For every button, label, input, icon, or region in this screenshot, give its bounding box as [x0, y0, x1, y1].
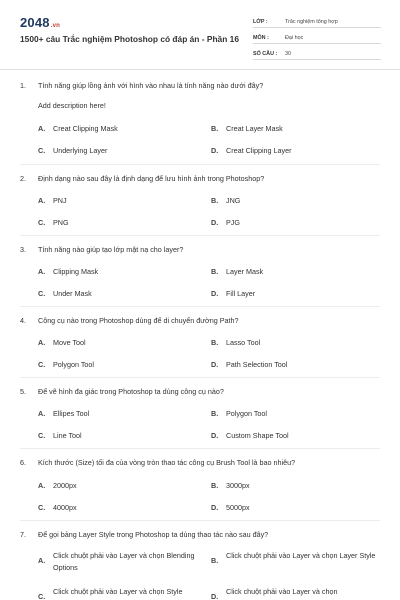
- question-number: 7.: [20, 530, 26, 539]
- meta-row-subject: [253, 30, 381, 44]
- option-letter: D.: [211, 592, 219, 600]
- question-number: 3.: [20, 245, 26, 254]
- option-letter: D.: [211, 503, 219, 512]
- question-text: Tính năng giúp lồng ảnh với hình vào nhau là tính năng nào dưới đây?: [38, 81, 264, 90]
- option-letter: B.: [211, 196, 219, 205]
- divider: [20, 377, 380, 378]
- question-text: Để gọi bảng Layer Style trong Photoshop ta dùng thao tác nào sau đây?: [38, 530, 269, 539]
- question-text: Tính năng nào giúp tạo lớp mặt nạ cho layer?: [38, 245, 184, 254]
- option-text: Layer Mask: [226, 267, 264, 276]
- option-letter: B.: [211, 409, 219, 418]
- page-header: [0, 0, 400, 70]
- meta-info: [253, 14, 381, 62]
- option-letter: D.: [211, 289, 219, 298]
- option-text: Lasso Tool: [226, 338, 261, 347]
- question-line: [20, 174, 264, 183]
- option-letter: A.: [38, 124, 46, 133]
- meta-value: Đại học: [285, 35, 304, 41]
- option-text: Click chuột phải vào Layer và chọn Style: [53, 587, 183, 596]
- option-letter: C.: [38, 503, 46, 512]
- option-letter: A.: [38, 338, 46, 347]
- option-text: Creat Clipping Mask: [53, 124, 118, 133]
- option-text: PNG: [53, 218, 69, 227]
- question-line: [20, 316, 239, 325]
- option-text: Line Tool: [53, 431, 82, 440]
- option-letter: A.: [38, 481, 46, 490]
- divider: [20, 306, 380, 307]
- option-letter: C.: [38, 146, 46, 155]
- question-line: [20, 387, 224, 396]
- option-text: Fill Layer: [226, 289, 256, 298]
- meta-label: SỐ CÂU :: [253, 51, 278, 57]
- option-text: 2000px: [53, 481, 77, 490]
- option-text: Creat Layer Mask: [226, 124, 283, 133]
- option-letter: D.: [211, 360, 219, 369]
- option-text: Click chuột phải vào Layer và chọn Layer Style: [226, 551, 376, 560]
- option-text: Creat Clipping Layer: [226, 146, 292, 155]
- option-letter: D.: [211, 431, 219, 440]
- option-text: Under Mask: [53, 289, 92, 298]
- logo-text: 2048: [20, 15, 50, 30]
- question-number: 4.: [20, 316, 26, 325]
- option-text: Custom Shape Tool: [226, 431, 289, 440]
- option-text: Ellipes Tool: [53, 409, 90, 418]
- meta-label: LỚP :: [253, 19, 268, 25]
- option-text: 5000px: [226, 503, 250, 512]
- meta-row-class: [253, 14, 381, 28]
- question-number: 5.: [20, 387, 26, 396]
- option-letter: B.: [211, 124, 219, 133]
- option-letter: C.: [38, 592, 46, 600]
- divider: [20, 235, 380, 236]
- option-letter: C.: [38, 289, 46, 298]
- option-text: Polygon Tool: [226, 409, 268, 418]
- meta-value: Trắc nghiệm tổng hợp: [285, 19, 338, 25]
- question-number: 2.: [20, 174, 26, 183]
- option-text: Underlying Layer: [53, 146, 108, 155]
- option-letter: C.: [38, 360, 46, 369]
- option-text: Click chuột phải vào Layer và chọn Blending Options: [53, 551, 195, 572]
- question-line: [20, 245, 183, 254]
- question-number: 1.: [20, 81, 26, 90]
- option-text: 4000px: [53, 503, 77, 512]
- option-text: 3000px: [226, 481, 250, 490]
- question-line: [20, 81, 263, 90]
- option-letter: A.: [38, 556, 46, 565]
- option-text: PNJ: [53, 196, 67, 205]
- question-text: Định dạng nào sau đây là định dạng để lưu hình ảnh trong Photoshop?: [38, 174, 265, 183]
- option-letter: D.: [211, 146, 219, 155]
- option-letter: A.: [38, 196, 46, 205]
- meta-row-count: [253, 46, 381, 60]
- question-text: Công cụ nào trong Photoshop dùng để di chuyển đường Path?: [38, 316, 239, 325]
- option-letter: B.: [211, 481, 219, 490]
- option-letter: D.: [211, 218, 219, 227]
- option-letter: A.: [38, 267, 46, 276]
- option-letter: A.: [38, 409, 46, 418]
- meta-value: 30: [285, 51, 291, 57]
- document-title: 1500+ câu Trắc nghiệm Photoshop có đáp án - Phần 16: [20, 34, 239, 44]
- question-text: Để vẽ hình đa giác trong Photoshop ta dùng công cụ nào?: [38, 387, 224, 396]
- divider: [20, 448, 380, 449]
- option-text: Polygon Tool: [53, 360, 95, 369]
- question-text: Kích thước (Size) tối đa của vòng tròn thao tác công cụ Brush Tool là bao nhiêu?: [38, 458, 296, 467]
- option-text: Path Selection Tool: [226, 360, 288, 369]
- option-letter: C.: [38, 431, 46, 440]
- question-description: Add description here!: [38, 101, 106, 110]
- question-number: 6.: [20, 458, 26, 467]
- site-logo[interactable]: [20, 15, 60, 30]
- option-text: Move Tool: [53, 338, 86, 347]
- option-letter: C.: [38, 218, 46, 227]
- divider: [20, 520, 380, 521]
- logo-tld: .vn: [50, 23, 61, 29]
- option-letter: B.: [211, 338, 219, 347]
- option-letter: B.: [211, 556, 219, 565]
- meta-label: MÔN :: [253, 35, 269, 41]
- option-text: PJG: [226, 218, 240, 227]
- option-text: JNG: [226, 196, 241, 205]
- option-text: Click chuột phải vào Layer và chọn: [226, 587, 338, 596]
- divider: [20, 164, 380, 165]
- question-line: [20, 458, 295, 467]
- option-letter: B.: [211, 267, 219, 276]
- option-text: Clipping Mask: [53, 267, 99, 276]
- question-line: [20, 530, 268, 539]
